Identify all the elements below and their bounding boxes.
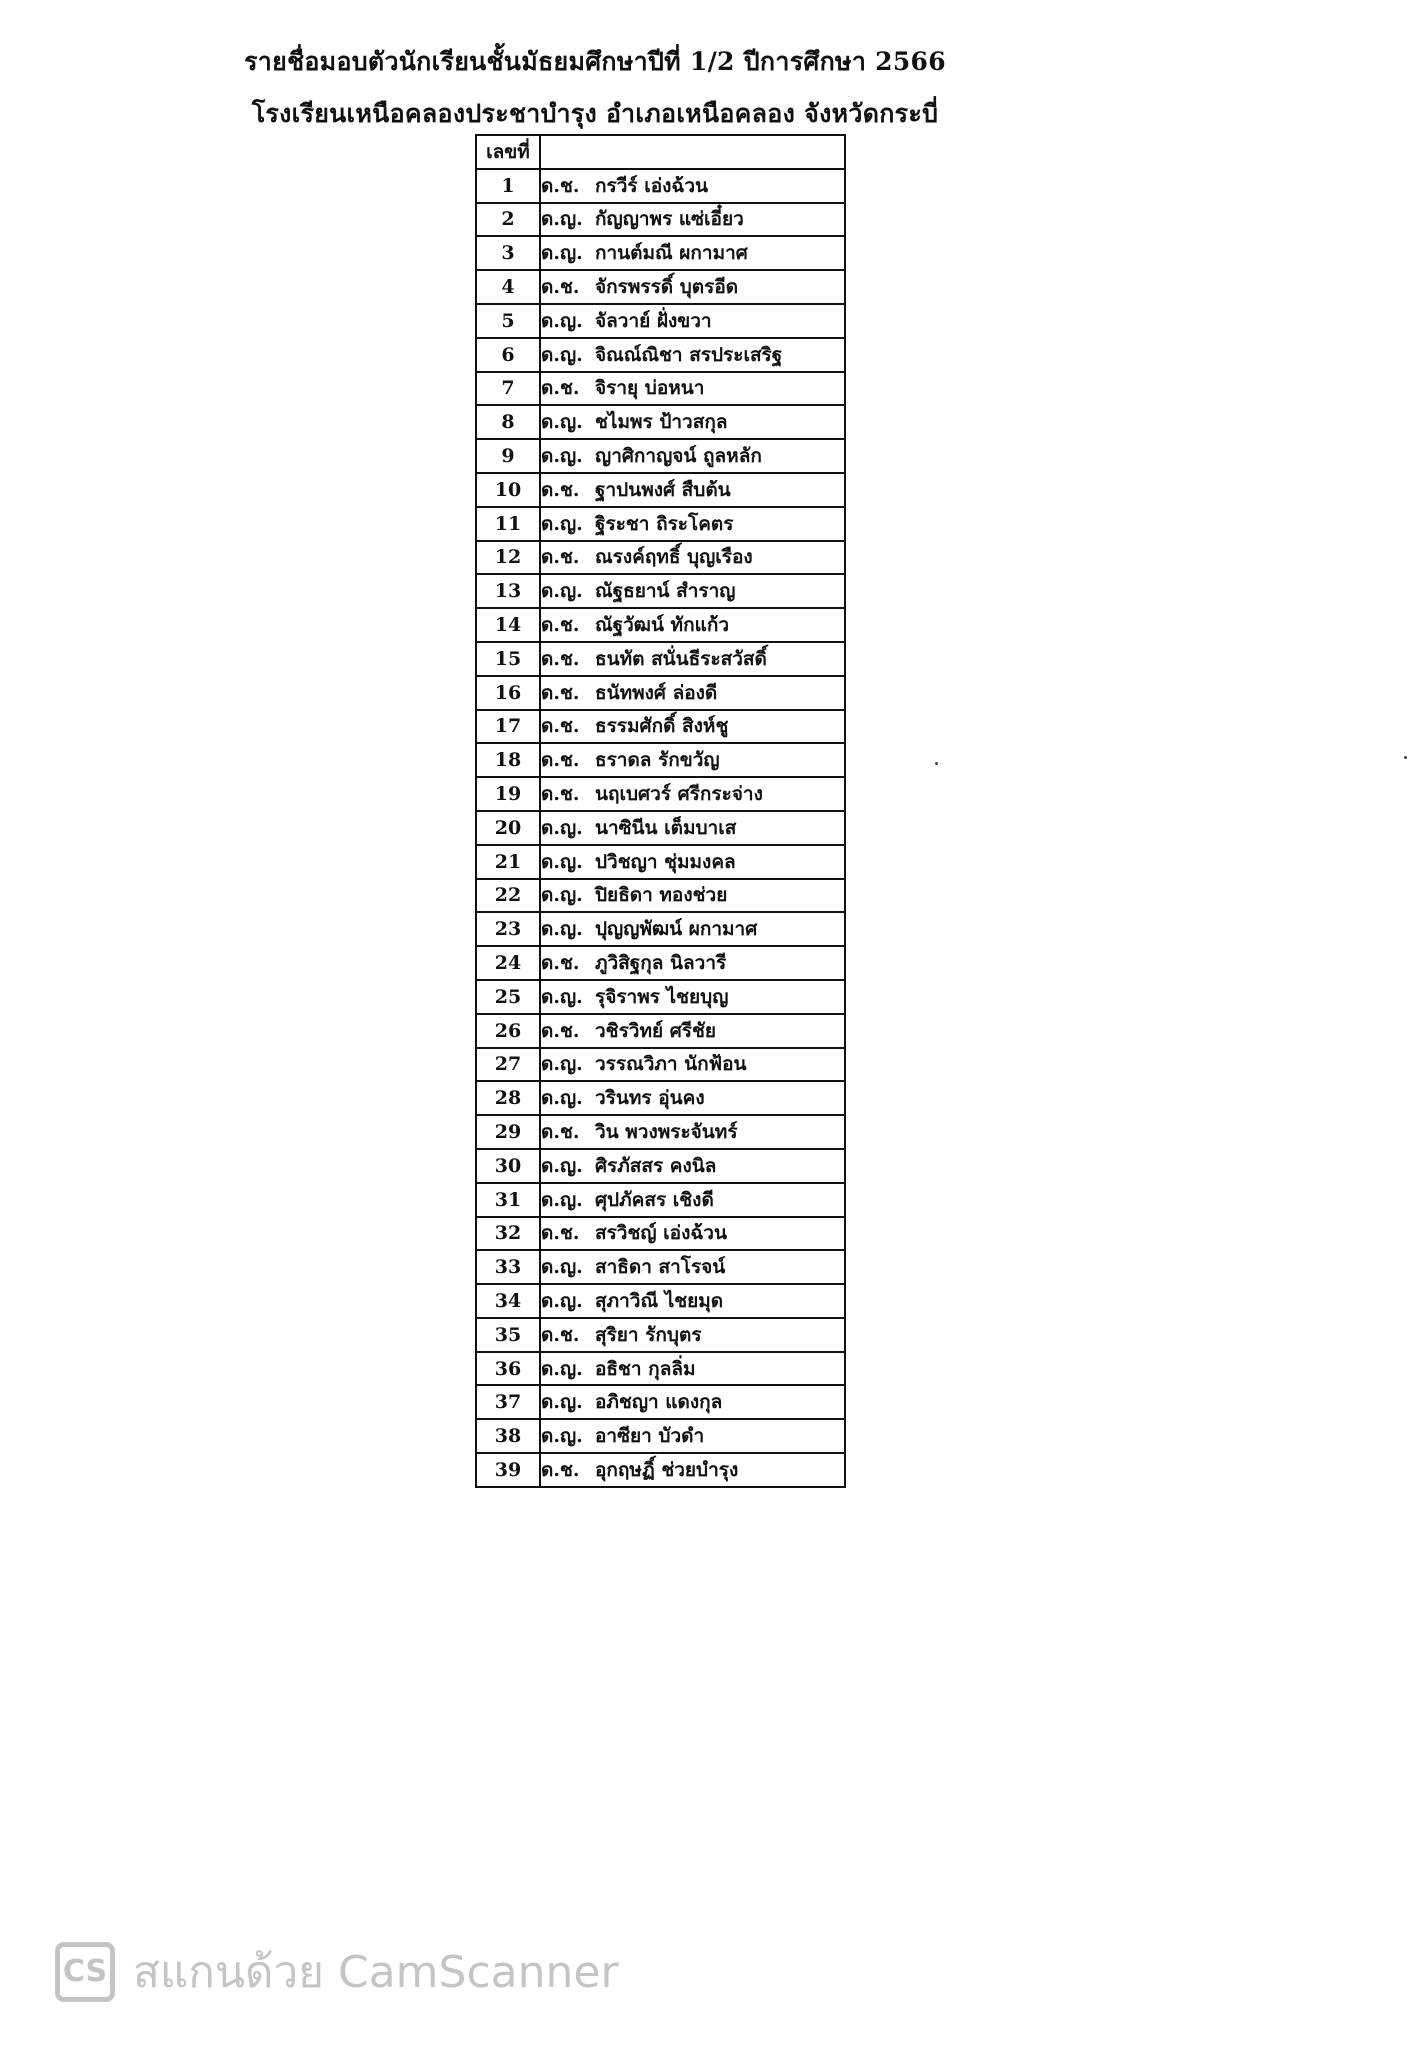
student-number: 18 [476,743,540,777]
student-name-cell [540,405,845,439]
student-name: อธิชา กุลลิ่ม [595,1357,696,1380]
student-number: 26 [476,1014,540,1048]
student-name: ณัฐวัฒน์ ทักแก้ว [595,614,729,637]
table-row [476,811,845,845]
student-prefix: ด.ช. [541,478,580,501]
student-prefix: ด.ญ. [541,512,583,535]
student-number: 23 [476,912,540,946]
student-prefix: ด.ญ. [541,580,583,603]
table-row [476,169,845,203]
table-row [476,203,845,237]
student-name: กรวีร์ เอ่งฉ้วน [595,174,708,197]
student-name: จิรายุ บ่อหนา [595,377,705,400]
student-number: 17 [476,710,540,744]
camscanner-watermark [55,1937,619,2007]
table-row [476,439,845,473]
student-prefix: ด.ญ. [541,411,583,434]
student-prefix: ด.ญ. [541,1289,583,1312]
student-number: 1 [476,169,540,203]
student-name-cell [540,676,845,710]
student-number: 29 [476,1115,540,1149]
student-name-cell [540,1453,845,1487]
student-name: ปิยธิดา ทองช่วย [595,884,728,907]
student-name: ฐาปนพงศ์ สืบต้น [595,478,731,501]
student-prefix: ด.ญ. [541,985,583,1008]
student-prefix: ด.ญ. [541,343,583,366]
table-row [476,1419,845,1453]
student-name-cell [540,912,845,946]
student-name-cell [540,1081,845,1115]
student-prefix: ด.ญ. [541,1087,583,1110]
student-name: วิน พวงพระจันทร์ [595,1121,738,1143]
table-row [476,1318,845,1352]
student-number: 19 [476,777,540,811]
student-name: ฐิระชา ถิระโคตร [595,512,734,535]
table-row [476,338,845,372]
student-name-cell [540,777,845,811]
student-name: ธนทัต สนั่นธีระสวัสดิ์ [595,647,767,670]
student-name: ปุญญพัฒน์ ผกามาศ [595,918,758,941]
table-row [476,912,845,946]
student-name: ณัฐธยาน์ สำราญ [595,580,736,603]
student-prefix: ด.ญ. [541,208,583,231]
table-row [476,574,845,608]
student-prefix: ด.ช. [541,1458,580,1481]
student-prefix: ด.ญ. [541,918,583,941]
student-number: 28 [476,1081,540,1115]
header-name [540,135,845,169]
student-name: ธรรมศักดิ์ สิงห์ชู [595,715,729,738]
student-prefix: ด.ญ. [541,1053,583,1076]
watermark-text: สแกนด้วย CamScanner [133,1947,619,1998]
student-number: 31 [476,1183,540,1217]
student-prefix: ด.ช. [541,377,580,400]
student-number: 7 [476,372,540,406]
student-prefix: ด.ช. [541,614,580,637]
student-name: อุกฤษฏิ์ ช่วยบำรุง [595,1458,739,1481]
table-header-row [476,135,845,169]
table-row [476,1149,845,1183]
student-prefix: ด.ช. [541,783,580,806]
camscanner-logo-icon: CS [55,1942,115,2002]
document-subtitle: โรงเรียนเหนือคลองประชาบำรุง อำเภอเหนือคลอง จังหวัดกระบี่ [251,99,939,128]
student-number: 30 [476,1149,540,1183]
student-name-cell [540,642,845,676]
student-number: 39 [476,1453,540,1487]
student-name: อาซียา บัวดำ [595,1425,705,1448]
student-name: รุจิราพร ไชยบุญ [595,985,729,1008]
table-row [476,507,845,541]
student-number: 6 [476,338,540,372]
student-name: ศุปภัคสร เชิงดี [595,1188,714,1211]
student-name-cell [540,845,845,879]
document-title: รายชื่อมอบตัวนักเรียนชั้นมัธยมศึกษาปีที่ 1/2 ปีการศึกษา 2566 [244,47,946,76]
student-number: 8 [476,405,540,439]
student-prefix: ด.ญ. [541,309,583,332]
student-name-cell [540,1250,845,1284]
table-row [476,1081,845,1115]
student-name-cell [540,372,845,406]
student-name-cell [540,169,845,203]
student-prefix: ด.ช. [541,546,580,569]
table-row [476,1250,845,1284]
student-name: นฤเบศวร์ ศรีกระจ่าง [595,783,763,806]
student-name: นาซินีน เต็มบาเส [595,816,737,839]
student-name-cell [540,1284,845,1318]
student-prefix: ด.ญ. [541,1188,583,1211]
student-prefix: ด.ญ. [541,1391,583,1414]
student-number: 11 [476,507,540,541]
student-prefix: ด.ช. [541,276,580,299]
student-number: 5 [476,304,540,338]
student-number: 22 [476,879,540,913]
student-name: สรวิชญ์ เอ่งฉ้วน [595,1222,727,1245]
student-prefix: ด.ญ. [541,850,583,873]
table-row [476,372,845,406]
student-name-cell [540,1149,845,1183]
table-row [476,304,845,338]
table-row [476,1014,845,1048]
student-name-cell [540,1115,845,1149]
student-prefix: ด.ช. [541,715,580,738]
student-name-cell [540,574,845,608]
student-number: 16 [476,676,540,710]
student-name: ศิรภัสสร คงนิล [595,1154,717,1177]
table-row [476,777,845,811]
student-prefix: ด.ญ. [541,1425,583,1448]
student-prefix: ด.ช. [541,1222,580,1245]
student-name-cell [540,1183,845,1217]
table-row [476,1115,845,1149]
student-name-cell [540,270,845,304]
student-number: 35 [476,1318,540,1352]
student-prefix: ด.ญ. [541,242,583,265]
student-name: วชิรวิทย์ ศรีชัย [595,1019,717,1042]
student-name-cell [540,203,845,237]
student-name: ญาศิกาญจน์ ถูลหลัก [595,445,762,468]
student-name-cell [540,608,845,642]
scan-speck [935,762,938,765]
table-row [476,236,845,270]
student-number: 37 [476,1385,540,1419]
student-number: 3 [476,236,540,270]
student-number: 10 [476,473,540,507]
table-row [476,1385,845,1419]
table-row [476,270,845,304]
student-prefix: ด.ญ. [541,816,583,839]
student-number: 27 [476,1048,540,1082]
student-name-cell [540,710,845,744]
student-prefix: ด.ญ. [541,445,583,468]
student-prefix: ด.ช. [541,952,580,975]
student-prefix: ด.ญ. [541,1154,583,1177]
student-prefix: ด.ช. [541,681,580,704]
student-name: จิณณ์ณิชา สรประเสริฐ [595,343,783,366]
student-number: 34 [476,1284,540,1318]
student-prefix: ด.ญ. [541,1256,583,1279]
student-number: 24 [476,946,540,980]
table-row [476,1183,845,1217]
student-number: 4 [476,270,540,304]
student-name-cell [540,1352,845,1386]
student-name: จัลวาย์ ฝั่งขวา [595,309,712,332]
student-number: 9 [476,439,540,473]
student-name: สุภาวิณี ไชยมุด [595,1289,724,1312]
student-prefix: ด.ช. [541,1019,580,1042]
student-name: วรินทร อุ่นคง [595,1087,705,1110]
student-name-cell [540,304,845,338]
student-name-cell [540,1385,845,1419]
student-prefix: ด.ช. [541,647,580,670]
table-row [476,946,845,980]
table-row [476,1048,845,1082]
table-row [476,1284,845,1318]
student-number: 15 [476,642,540,676]
student-roster-table [475,134,846,1488]
table-row [476,845,845,879]
student-name: ชไมพร ป้าวสกุล [595,411,728,434]
student-name: กานต์มณี ผกามาศ [595,242,748,265]
student-name: ธราดล รักขวัญ [595,749,720,772]
student-number: 12 [476,541,540,575]
student-number: 20 [476,811,540,845]
student-prefix: ด.ญ. [541,1357,583,1380]
student-prefix: ด.ช. [541,1121,580,1143]
student-name: กัญญาพร แซ่เอี๋ยว [595,208,744,231]
student-name: วรรณวิภา นักฟ้อน [595,1053,747,1076]
student-name: ธนัทพงศ์ ล่องดี [595,681,718,704]
table-row [476,879,845,913]
student-name-cell [540,743,845,777]
student-name-cell [540,473,845,507]
table-row [476,710,845,744]
student-name-cell [540,439,845,473]
student-number: 32 [476,1217,540,1251]
student-name-cell [540,980,845,1014]
student-name: ภูวิสิฐกุล นิลวารี [595,952,727,975]
student-number: 33 [476,1250,540,1284]
table-row [476,541,845,575]
student-name-cell [540,1217,845,1251]
student-name-cell [540,236,845,270]
student-name-cell [540,507,845,541]
table-row [476,1217,845,1251]
table-row [476,743,845,777]
student-number: 38 [476,1419,540,1453]
student-name: สุริยา รักบุตร [595,1323,702,1346]
student-name-cell [540,879,845,913]
table-row [476,642,845,676]
student-prefix: ด.ช. [541,749,580,772]
table-row [476,1352,845,1386]
student-name: อภิชญา แดงกุล [595,1391,723,1414]
student-name-cell [540,1048,845,1082]
header-number: เลขที่ [476,135,540,169]
scan-speck [1404,756,1407,759]
table-row [476,676,845,710]
student-prefix: ด.ช. [541,174,580,197]
student-name-cell [540,541,845,575]
student-number: 2 [476,203,540,237]
table-row [476,1453,845,1487]
student-name-cell [540,1318,845,1352]
table-row [476,980,845,1014]
student-name: ปวิชญา ชุ่มมงคล [595,850,736,873]
table-row [476,405,845,439]
student-name-cell [540,811,845,845]
student-prefix: ด.ญ. [541,884,583,907]
student-name-cell [540,1014,845,1048]
student-name: ณรงค์ฤทธิ์ บุญเรือง [595,546,753,569]
student-name-cell [540,1419,845,1453]
student-prefix: ด.ช. [541,1323,580,1346]
student-number: 25 [476,980,540,1014]
table-row [476,473,845,507]
student-number: 14 [476,608,540,642]
student-name: จักรพรรดิ์ บุตรอีด [595,276,739,299]
student-name-cell [540,946,845,980]
student-name: สาธิดา สาโรจน์ [595,1256,726,1279]
student-number: 13 [476,574,540,608]
student-number: 36 [476,1352,540,1386]
table-row [476,608,845,642]
student-name-cell [540,338,845,372]
student-number: 21 [476,845,540,879]
